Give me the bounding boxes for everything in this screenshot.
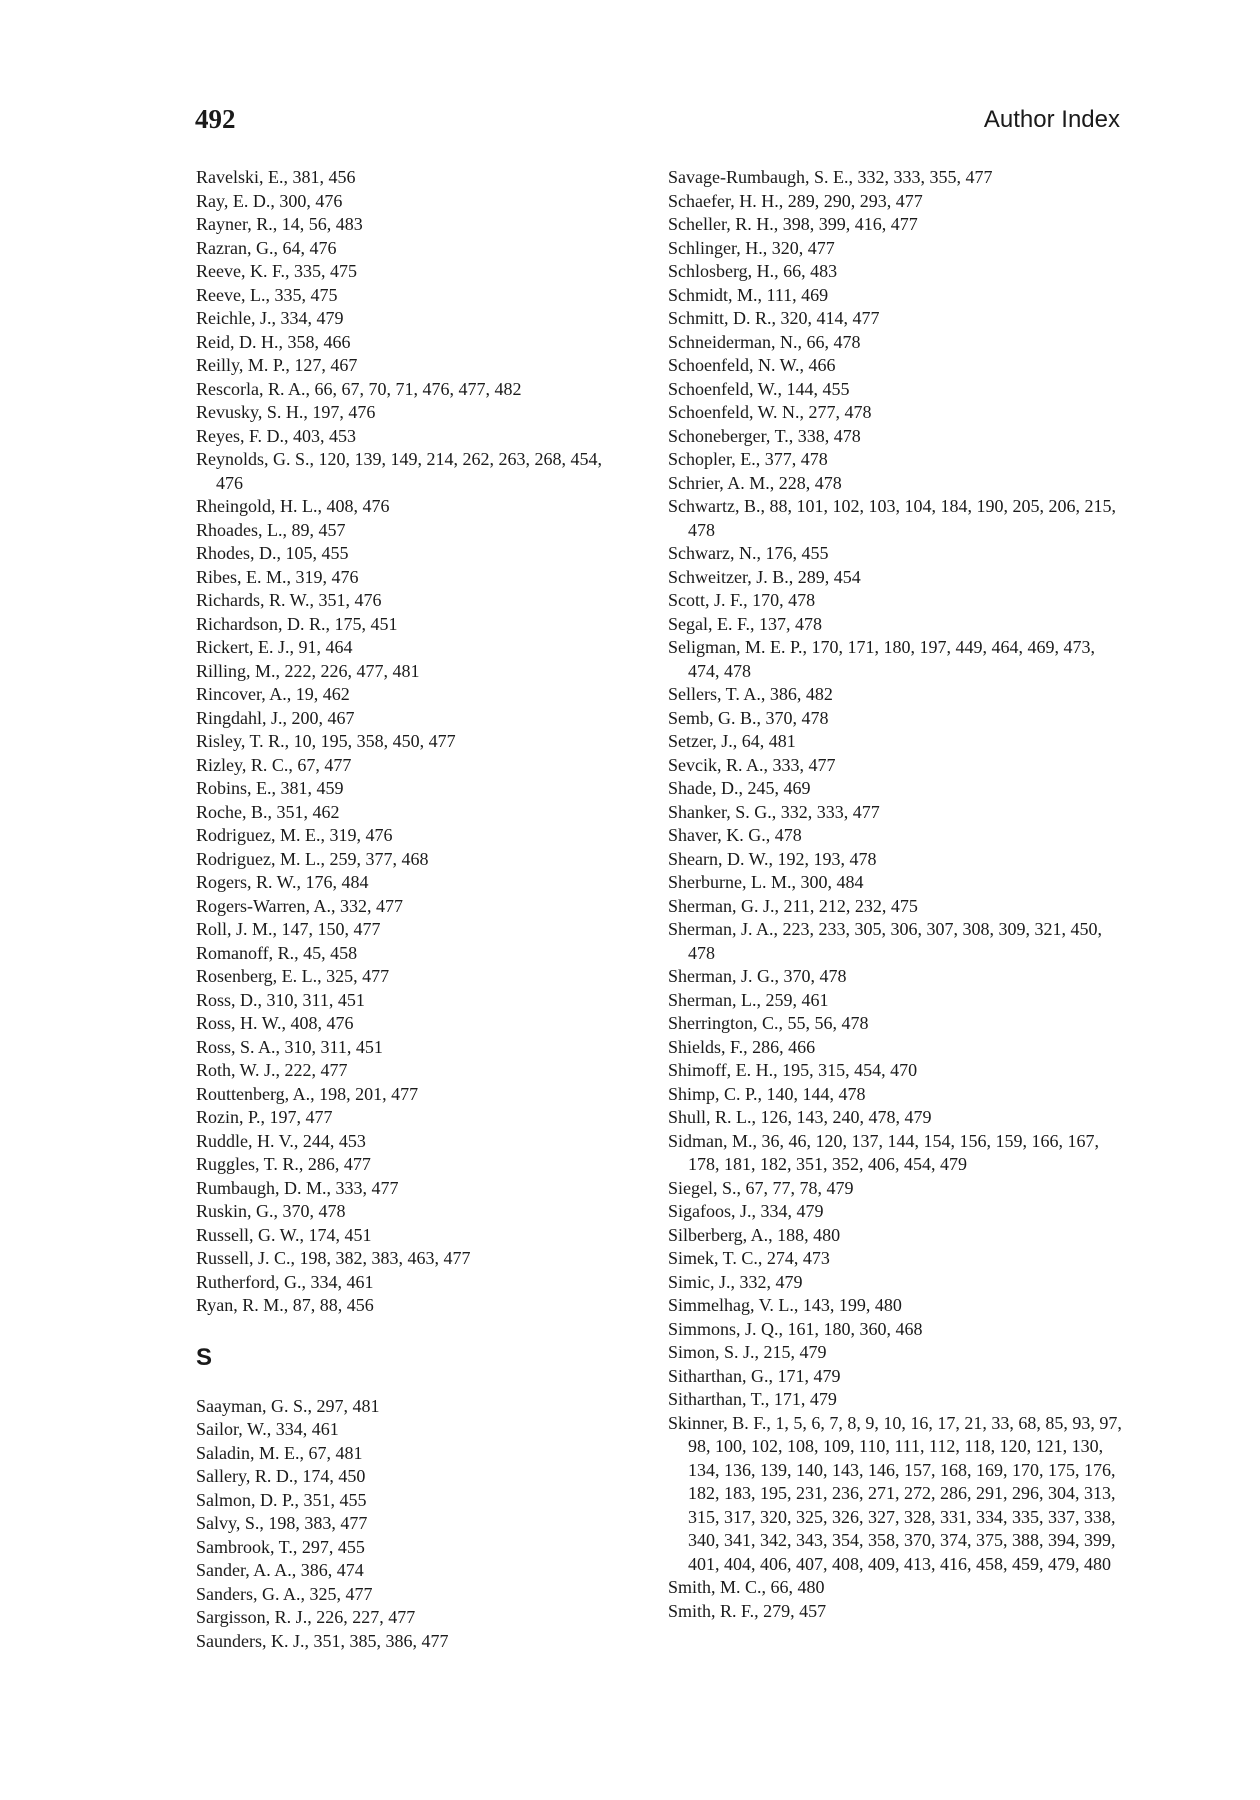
index-entry: Ruskin, G., 370, 478 — [196, 1201, 346, 1221]
index-entries-s-continued — [668, 166, 1128, 1623]
index-entry: Sargisson, R. J., 226, 227, 477 — [196, 1607, 416, 1627]
index-entry: Ruddle, H. V., 244, 453 — [196, 1130, 366, 1151]
index-entry: Sellers, T. A., 386, 482 — [668, 684, 833, 704]
index-entry: Ryan, R. M., 87, 88, 456 — [196, 1295, 374, 1315]
index-entry: Rickert, E. J., 91, 464 — [196, 637, 353, 657]
index-entry: Rhodes, D., 105, 455 — [196, 543, 349, 563]
index-entry: Sherburne, L. M., 300, 484 — [668, 872, 864, 892]
index-entry: Ray, E. D., 300, 476 — [196, 190, 343, 211]
index-entry: Simon, S. J., 215, 479 — [668, 1342, 827, 1362]
index-entry: Russell, G. W., 174, 451 — [196, 1224, 372, 1245]
index-entry: Sitharthan, G., 171, 479 — [668, 1365, 841, 1386]
index-entry: Ross, H. W., 408, 476 — [196, 1013, 354, 1033]
index-entry: Sherman, J. G., 370, 478 — [668, 966, 847, 986]
index-entry: Saunders, K. J., 351, 385, 386, 477 — [196, 1630, 449, 1651]
index-entry: Rogers-Warren, A., 332, 477 — [196, 895, 404, 916]
index-entry: Ross, S. A., 310, 311, 451 — [196, 1036, 383, 1057]
index-entry: Rutherford, G., 334, 461 — [196, 1271, 374, 1292]
index-entry: Rilling, M., 222, 226, 477, 481 — [196, 660, 420, 681]
index-entry: Rincover, A., 19, 462 — [196, 684, 350, 704]
index-entry: Savage-Rumbaugh, S. E., 332, 333, 355, 477 — [668, 167, 993, 187]
index-entry: Ravelski, E., 381, 456 — [196, 167, 356, 187]
index-entry: Shields, F., 286, 466 — [668, 1036, 816, 1057]
index-entry: Sherman, L., 259, 461 — [668, 989, 829, 1010]
index-entry: Schweitzer, J. B., 289, 454 — [668, 566, 861, 587]
index-entry: Schwarz, N., 176, 455 — [668, 543, 829, 563]
index-entry: Ross, D., 310, 311, 451 — [196, 989, 365, 1010]
index-entry: Sander, A. A., 386, 474 — [196, 1560, 364, 1580]
index-entry: Scott, J. F., 170, 478 — [668, 590, 816, 610]
right-column — [668, 166, 1128, 1623]
index-entry: Skinner, B. F., 1, 5, 6, 7, 8, 9, 10, 16, 17, 21, 33, 68, 85, 93, 97, 98, 100, 102, 108, 109, 110, 111, 112, 118, 120, 121, 130, 134, 136, 139, 140, 143, 146, 157, 168, 169, 170, 175, 176, 182, 183, 195, 231, 236, 271, 272, 286, 291, 296, 304, 313, 315, 317, 320, 325, 326, 327, 328, 331, 334, 335, 337, 338, 340, 341, 342, 343, 354, 358, 370, 374, 375, 388, 394, 399, 401, 404, 406, 407, 408, 409, 413, 416, 458, 459, 479, 480 — [668, 1412, 1122, 1574]
index-entry: Ruggles, T. R., 286, 477 — [196, 1154, 371, 1174]
index-entry: Schoenfeld, W., 144, 455 — [668, 378, 850, 399]
index-entry: Schwartz, B., 88, 101, 102, 103, 104, 184, 190, 205, 206, 215, 478 — [668, 496, 1116, 540]
index-entry: Simek, T. C., 274, 473 — [668, 1248, 830, 1268]
index-entry: Russell, J. C., 198, 382, 383, 463, 477 — [196, 1248, 471, 1268]
index-entry: Smith, R. F., 279, 457 — [668, 1600, 827, 1621]
index-entry: Romanoff, R., 45, 458 — [196, 942, 358, 963]
index-entry: Shearn, D. W., 192, 193, 478 — [668, 848, 877, 869]
index-entry: Sallery, R. D., 174, 450 — [196, 1466, 366, 1486]
index-entry: Schoenfeld, W. N., 277, 478 — [668, 402, 872, 422]
index-entry: Sidman, M., 36, 46, 120, 137, 144, 154, 156, 159, 166, 167, 178, 181, 182, 351, 352, 406, 454, 479 — [668, 1130, 1100, 1174]
index-entry: Rozin, P., 197, 477 — [196, 1107, 333, 1127]
index-entry: Sevcik, R. A., 333, 477 — [668, 754, 836, 775]
section-letter: S — [196, 1343, 213, 1371]
index-entry: Reynolds, G. S., 120, 139, 149, 214, 262, 263, 268, 454, 476 — [196, 449, 603, 493]
running-head: Author Index — [983, 106, 1120, 133]
index-entry: Schlinger, H., 320, 477 — [668, 237, 835, 258]
index-entry: Ribes, E. M., 319, 476 — [196, 566, 359, 587]
index-entry: Sitharthan, T., 171, 479 — [668, 1389, 837, 1409]
index-entry: Smith, M. C., 66, 480 — [668, 1577, 825, 1597]
index-entry: Revusky, S. H., 197, 476 — [196, 402, 376, 422]
index-entry: Sailor, W., 334, 461 — [196, 1419, 339, 1439]
page-number: 492 — [195, 104, 236, 134]
index-entry: Sanders, G. A., 325, 477 — [196, 1583, 373, 1604]
index-entry: Setzer, J., 64, 481 — [668, 731, 796, 751]
index-entry: Shanker, S. G., 332, 333, 477 — [668, 801, 880, 822]
index-entries-r — [196, 166, 626, 1318]
index-entry: Sigafoos, J., 334, 479 — [668, 1201, 824, 1221]
index-entry: Roth, W. J., 222, 477 — [196, 1060, 348, 1080]
index-entry: Schmitt, D. R., 320, 414, 477 — [668, 308, 880, 328]
index-entry: Schopler, E., 377, 478 — [668, 449, 828, 469]
index-entry: Simmelhag, V. L., 143, 199, 480 — [668, 1295, 902, 1315]
index-entry: Roche, B., 351, 462 — [196, 801, 340, 822]
index-entry: Sherman, J. A., 223, 233, 305, 306, 307, 308, 309, 321, 450, 478 — [668, 919, 1102, 963]
index-entry: Rizley, R. C., 67, 477 — [196, 754, 352, 775]
index-entry: Rodriguez, M. E., 319, 476 — [196, 825, 393, 845]
index-entry: Risley, T. R., 10, 195, 358, 450, 477 — [196, 731, 456, 751]
index-entry: Simmons, J. Q., 161, 180, 360, 468 — [668, 1318, 923, 1339]
index-entry: Schaefer, H. H., 289, 290, 293, 477 — [668, 190, 923, 211]
index-entry: Salvy, S., 198, 383, 477 — [196, 1513, 368, 1533]
index-entry: Rhoades, L., 89, 457 — [196, 519, 346, 540]
index-entry: Reilly, M. P., 127, 467 — [196, 355, 358, 375]
index-entry: Segal, E. F., 137, 478 — [668, 613, 823, 634]
index-entry: Richardson, D. R., 175, 451 — [196, 613, 398, 634]
index-entry: Reyes, F. D., 403, 453 — [196, 425, 357, 446]
index-entry: Schoenfeld, N. W., 466 — [668, 355, 836, 375]
index-entry: Shimp, C. P., 140, 144, 478 — [668, 1083, 866, 1104]
index-entry: Roll, J. M., 147, 150, 477 — [196, 919, 381, 939]
index-entries-s — [196, 1395, 626, 1654]
index-entry: Shaver, K. G., 478 — [668, 825, 802, 845]
index-entry: Saladin, M. E., 67, 481 — [196, 1442, 363, 1463]
index-entry: Reichle, J., 334, 479 — [196, 308, 344, 328]
index-entry: Shull, R. L., 126, 143, 240, 478, 479 — [668, 1107, 932, 1127]
index-entry: Rogers, R. W., 176, 484 — [196, 872, 369, 892]
index-entry: Sherrington, C., 55, 56, 478 — [668, 1013, 869, 1033]
index-entry: Reid, D. H., 358, 466 — [196, 331, 351, 352]
index-entry: Sherman, G. J., 211, 212, 232, 475 — [668, 895, 918, 916]
index-entry: Razran, G., 64, 476 — [196, 237, 337, 258]
index-entry: Ringdahl, J., 200, 467 — [196, 707, 355, 728]
index-entry: Siegel, S., 67, 77, 78, 479 — [668, 1177, 854, 1198]
index-entry: Schmidt, M., 111, 469 — [668, 284, 829, 305]
index-entry: Silberberg, A., 188, 480 — [668, 1224, 841, 1245]
index-entry: Robins, E., 381, 459 — [196, 778, 344, 798]
index-entry: Semb, G. B., 370, 478 — [668, 707, 829, 728]
index-entry: Schrier, A. M., 228, 478 — [668, 472, 842, 493]
index-entry: Salmon, D. P., 351, 455 — [196, 1489, 367, 1510]
index-entry: Schlosberg, H., 66, 483 — [668, 261, 838, 281]
index-entry: Shimoff, E. H., 195, 315, 454, 470 — [668, 1060, 918, 1080]
index-entry: Schoneberger, T., 338, 478 — [668, 425, 861, 446]
index-entry: Rosenberg, E. L., 325, 477 — [196, 966, 390, 986]
index-entry: Rayner, R., 14, 56, 483 — [196, 214, 363, 234]
index-entry: Reeve, K. F., 335, 475 — [196, 261, 358, 281]
index-entry: Schneiderman, N., 66, 478 — [668, 331, 861, 352]
left-column — [196, 166, 626, 1653]
index-entry: Reeve, L., 335, 475 — [196, 284, 338, 305]
index-entry: Simic, J., 332, 479 — [668, 1271, 803, 1292]
index-entry: Seligman, M. E. P., 170, 171, 180, 197, 449, 464, 469, 473, 474, 478 — [668, 637, 1096, 681]
index-entry: Sambrook, T., 297, 455 — [196, 1536, 365, 1557]
index-entry: Rheingold, H. L., 408, 476 — [196, 496, 390, 516]
index-entry: Rumbaugh, D. M., 333, 477 — [196, 1177, 399, 1198]
index-entry: Rescorla, R. A., 66, 67, 70, 71, 476, 477, 482 — [196, 378, 522, 399]
index-entry: Rodriguez, M. L., 259, 377, 468 — [196, 848, 429, 869]
index-entry: Shade, D., 245, 469 — [668, 778, 811, 798]
index-entry: Richards, R. W., 351, 476 — [196, 590, 382, 610]
index-entry: Routtenberg, A., 198, 201, 477 — [196, 1083, 419, 1104]
index-entry: Saayman, G. S., 297, 481 — [196, 1395, 380, 1416]
index-entry: Scheller, R. H., 398, 399, 416, 477 — [668, 214, 918, 234]
